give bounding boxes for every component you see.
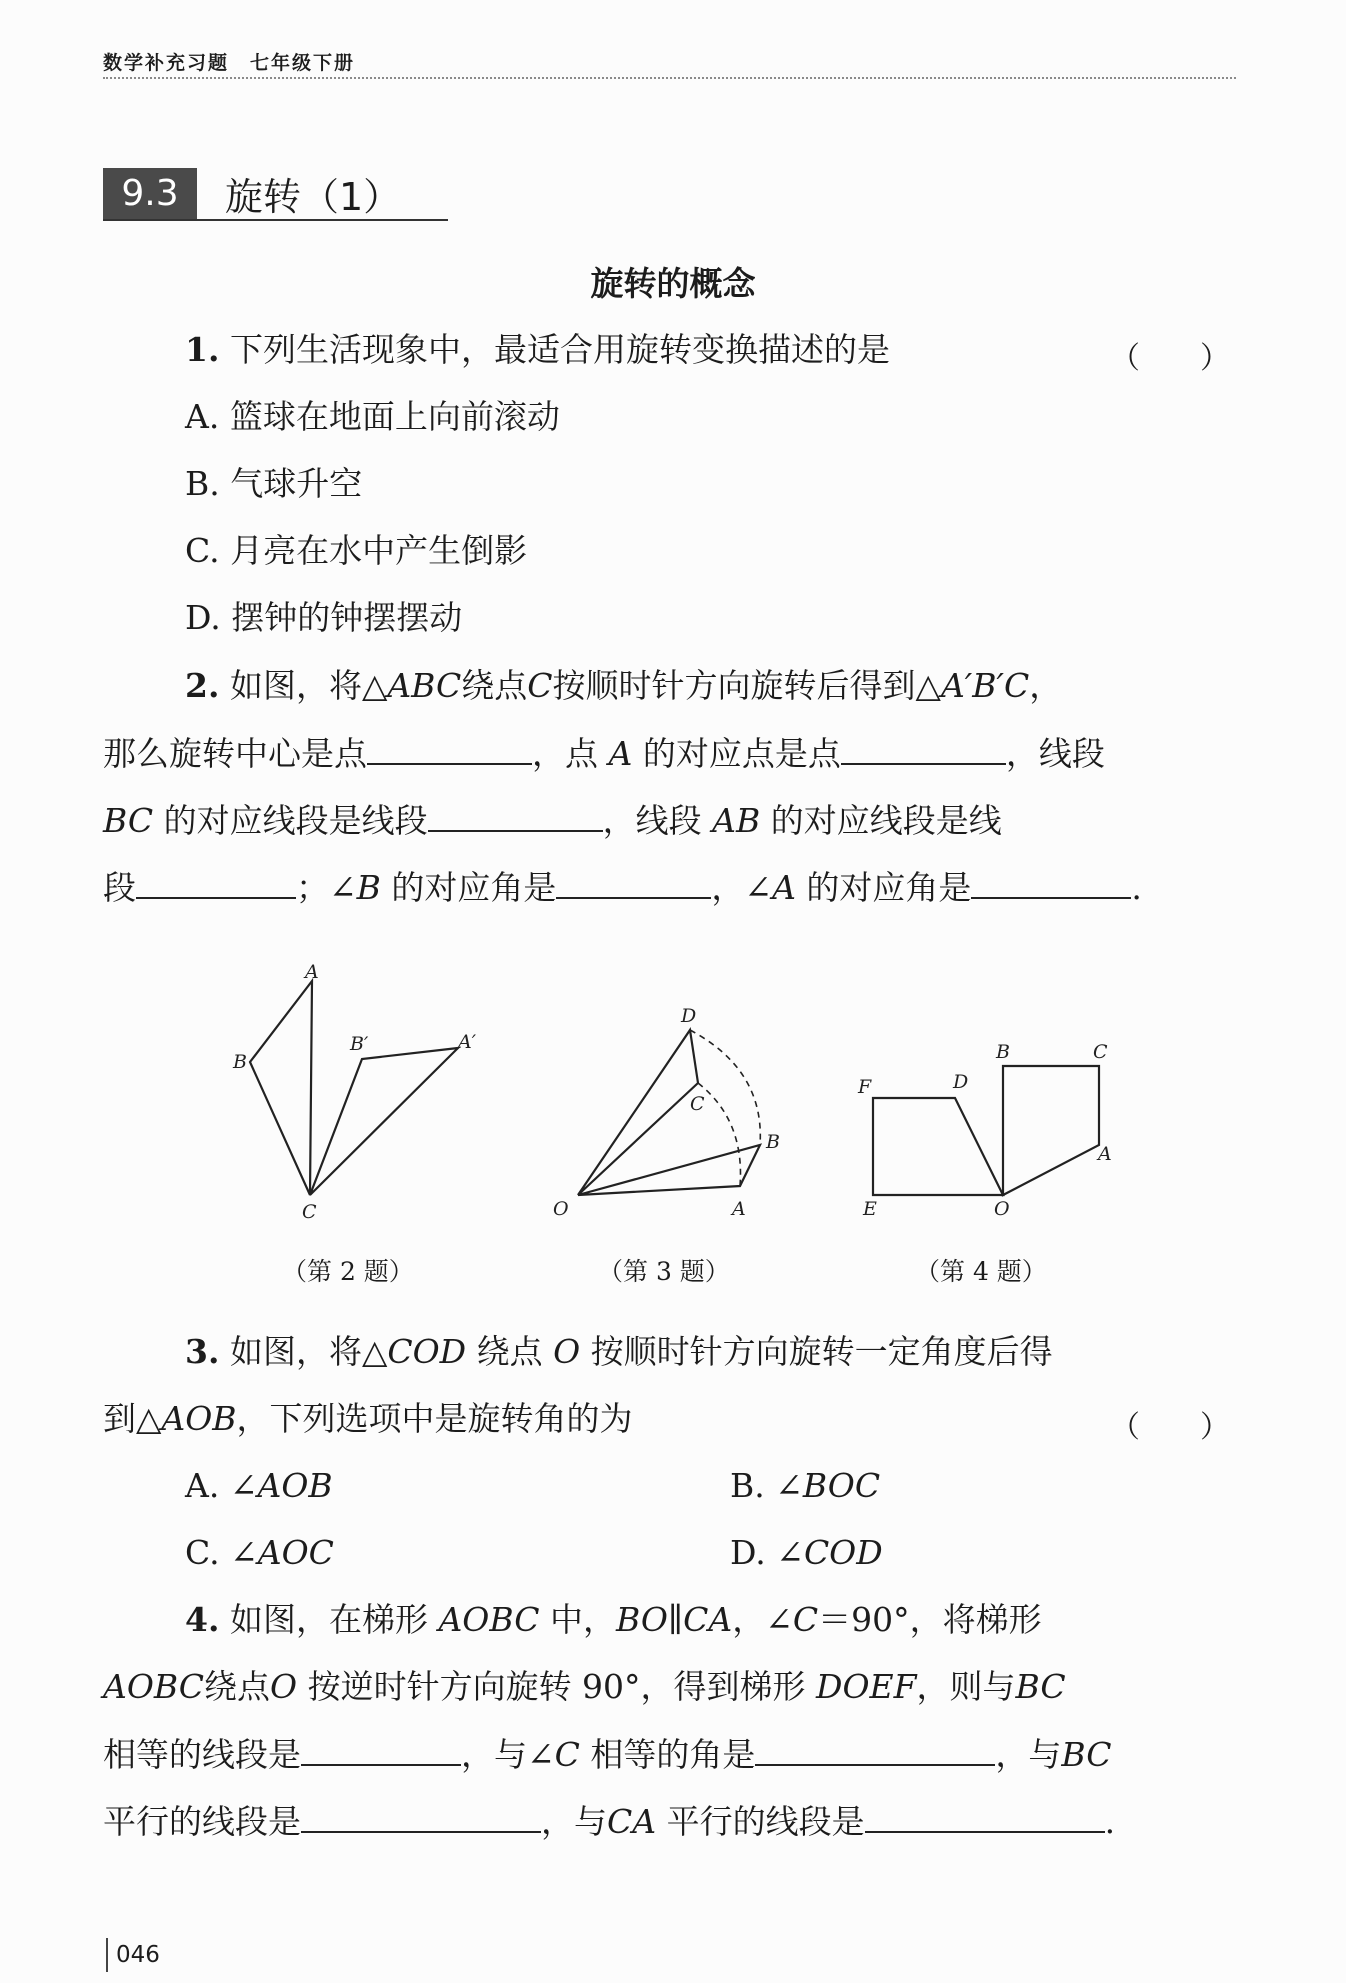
q4-line-1: 4. 如图，在梯形 AOBC 中，BO∥CA，∠C＝90°，将梯形 [185, 1600, 1042, 1639]
fig4-trapezoid-aobc [1003, 1066, 1099, 1195]
fig3-label-d: D [681, 1005, 697, 1027]
q1-option-b[interactable]: B. 气球升空 [185, 464, 363, 503]
q4-blank-parallel-bc[interactable] [301, 1799, 541, 1833]
q4-blank-equal-angle[interactable] [755, 1732, 995, 1766]
fig4-caption: （第 4 题） [915, 1257, 1047, 1286]
q2-number: 2. [185, 666, 220, 705]
q3-option-c[interactable]: C. ∠AOC [185, 1533, 334, 1572]
q2-line-3: BC 的对应线段是线段 ，线段 AB 的对应线段是线 [103, 798, 1002, 843]
subhead: 旋转的概念 [590, 264, 756, 303]
fig2-label-b: B [233, 1051, 247, 1073]
q3-option-b[interactable]: B. ∠BOC [730, 1466, 881, 1505]
book-title: 数学补充习题 七年级下册 [103, 52, 356, 74]
fig2-label-a2: A′ [458, 1031, 477, 1053]
q1-answer-paren[interactable]: （ ） [1110, 341, 1230, 376]
fig4-label-a: A [1098, 1143, 1112, 1165]
fig2-caption: （第 2 题） [282, 1257, 414, 1286]
q3-line-2: 到△AOB，下列选项中是旋转角的为 [103, 1399, 633, 1438]
q1-stem-text: 下列生活现象中，最适合用旋转变换描述的是 [229, 330, 890, 369]
section-title: 旋转（1） [225, 175, 402, 219]
fig3-label-b: B [766, 1131, 780, 1153]
q4-blank-equal-segment[interactable] [301, 1732, 461, 1766]
q1-option-d[interactable]: D. 摆钟的钟摆摆动 [185, 598, 463, 637]
figure-2 [250, 981, 458, 1195]
fig2-triangle-a2b2c [310, 1048, 458, 1195]
q4-line-2: AOBC绕点O 按逆时针方向旋转 90°，得到梯形 DOEF，则与BC [103, 1667, 1066, 1706]
q1-option-c[interactable]: C. 月亮在水中产生倒影 [185, 531, 528, 570]
section-number: 9.3 [103, 168, 197, 220]
fig4-trapezoid-doef [873, 1098, 1003, 1195]
fig3-label-c: C [690, 1093, 705, 1115]
fig4-label-c: C [1093, 1041, 1108, 1063]
figure-4 [873, 1066, 1099, 1195]
fig2-label-b2: B′ [350, 1033, 369, 1055]
q3-number: 3. [185, 1332, 220, 1371]
fig3-triangle-cod [578, 1030, 698, 1195]
q2-line-4: 段 ；∠B 的对应角是 ，∠A 的对应角是 . [103, 865, 1142, 910]
fig4-label-d: D [953, 1071, 969, 1093]
fig2-label-c: C [302, 1201, 317, 1223]
fig2-label-a: A [305, 961, 319, 983]
page-number: 046 [106, 1938, 160, 1972]
q4-blank-parallel-ca[interactable] [865, 1799, 1105, 1833]
fig3-label-a: A [732, 1198, 746, 1220]
fig3-arc-d-b [690, 1030, 760, 1145]
fig4-label-o: O [994, 1198, 1010, 1220]
q1-number: 1. [185, 330, 220, 369]
fig3-label-o: O [553, 1198, 569, 1220]
fig4-label-e: E [863, 1198, 877, 1220]
q4-line-3: 相等的线段是 ，与∠C 相等的角是 ，与BC [103, 1732, 1112, 1777]
q3-answer-paren[interactable]: （ ） [1110, 1410, 1230, 1445]
q2-line-1: 2. 如图，将△ABC绕点C按顺时针方向旋转后得到△A′B′C， [185, 666, 1063, 705]
q4-line-4: 平行的线段是 ，与CA 平行的线段是 . [103, 1799, 1115, 1844]
q4-number: 4. [185, 1600, 220, 1639]
fig2-triangle-abc [250, 981, 312, 1195]
figure-3 [578, 1030, 760, 1195]
q1-option-a[interactable]: A. 篮球在地面上向前滚动 [185, 397, 560, 436]
fig3-caption: （第 3 题） [598, 1257, 730, 1286]
fig4-label-b: B [996, 1041, 1010, 1063]
q3-option-a[interactable]: A. ∠AOB [185, 1466, 333, 1505]
fig4-label-f: F [858, 1076, 872, 1098]
q3-line-1: 3. 如图，将△COD 绕点 O 按顺时针方向旋转一定角度后得 [185, 1332, 1053, 1371]
q2-line-2: 那么旋转中心是点 ，点 A 的对应点是点 ，线段 [103, 731, 1105, 776]
q3-option-d[interactable]: D. ∠COD [730, 1533, 883, 1572]
